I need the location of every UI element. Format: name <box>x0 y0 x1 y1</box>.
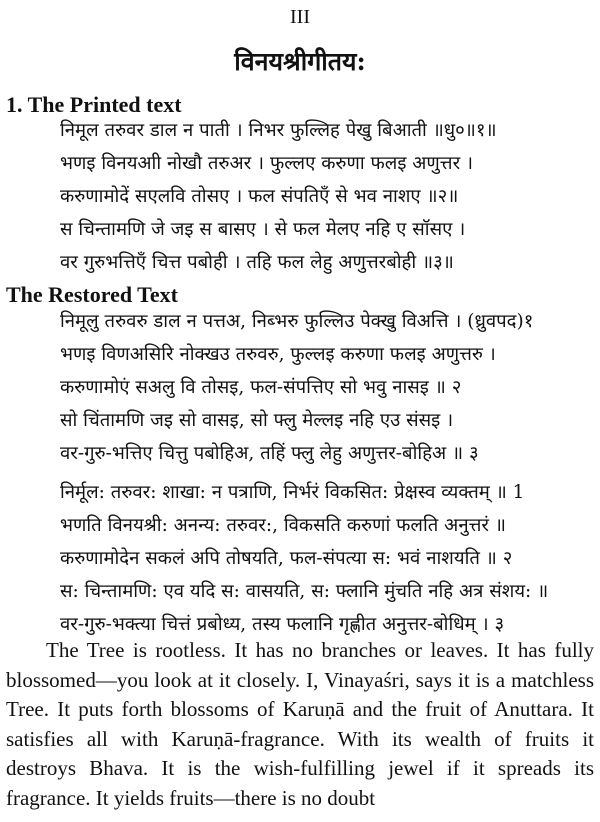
chapter-numeral: III <box>290 6 310 28</box>
sanskrit-line: करुणामोदेन सकलं अपि तोषयति, फल-संपत्या स: भवं नाशयति ॥ २ <box>60 548 513 569</box>
printed-line: करुणामोदें सएलवि तोसए । फल संपतिएँ से भव नाशए ॥२॥ <box>60 186 459 207</box>
sanskrit-line: भणति विनयश्री: अनन्य: तरुवर:, विकसति करुणां फलति अनुत्तरं ॥ <box>60 515 506 536</box>
page-title: विनयश्रीगीतय: <box>234 47 366 76</box>
translation-paragraph <box>6 636 594 813</box>
sanskrit-block <box>60 476 595 641</box>
restored-line: सो चिंतामणि जइ सो वासइ, सो फ्लु मेल्लइ नहि एउ संसइ । <box>60 410 454 431</box>
printed-line: वर गुरुभत्तिएँ चित्त पबोही । तहि फल लेहु अणुत्तरबोही ॥३॥ <box>60 252 454 273</box>
restored-line: वर-गुरु-भत्तिए चित्तु पबोहिअ, तहिं फ्लु लेहु अणुत्तर-बोहिअ ॥ ३ <box>60 443 479 464</box>
translation-text: The Tree is rootless. It has no branches or leaves. It has fully blossomed—you look at it closely. I, Vinayaśri, says it is a matchless Tree. It puts forth blossoms of Karuṇā and the fruit of Anuttara. It satisfies all with Karuṇā-fragrance. With its wealth of fruits it destroys Bhava. It is the wish-fulfilling jewel if it spreads its fragrance. It yields fruits—there is no doubt <box>6 638 594 810</box>
restored-line: भणइ विणअसिरि नोक्खउ तरुवरु, फुल्लइ करुणा फलइ अणुत्तरु । <box>60 344 496 365</box>
restored-text-block <box>60 305 595 470</box>
printed-line: निमूल तरुवर डाल न पाती । निभर फुल्लिह पेखु बिआती ॥धु०॥१॥ <box>60 120 497 141</box>
printed-text-heading: 1. The Printed text <box>6 92 182 117</box>
printed-text-block <box>60 114 595 279</box>
sanskrit-line: स: चिन्तामणि: एव यदि स: वासयति, स: फ्लानि मुंचति नहि अत्र संशय: ॥ <box>60 581 549 602</box>
restored-line: निमूलु तरुवरु डाल न पत्तअ, निब्भरु फुल्लिउ पेक्खु विअत्ति । (ध्रुवपद)१ <box>60 311 534 332</box>
sanskrit-line: वर-गुरु-भक्त्या चित्तं प्रबोध्य, तस्य फलानि गृह्णीत अनुत्तर-बोधिम् । ३ <box>60 614 505 635</box>
restored-text-heading: The Restored Text <box>6 282 178 307</box>
sanskrit-line: निर्मूल: तरुवर: शाखा: न पत्राणि, निर्भरं विकसित: प्रेक्षस्व व्यक्तम् ॥ 1 <box>60 482 525 503</box>
printed-line: स चिन्तामणि जे जइ स बासए । से फल मेलए नहि ए सॉसए । <box>60 219 466 240</box>
restored-line: करुणामोएं सअलु वि तोसइ, फल-संपत्तिए सो भवु नासइ ॥ २ <box>60 377 462 398</box>
printed-line: भणइ विनयआी नोखौ तरुअर । फुल्लए करुणा फलइ अणुत्तर । <box>60 153 474 174</box>
